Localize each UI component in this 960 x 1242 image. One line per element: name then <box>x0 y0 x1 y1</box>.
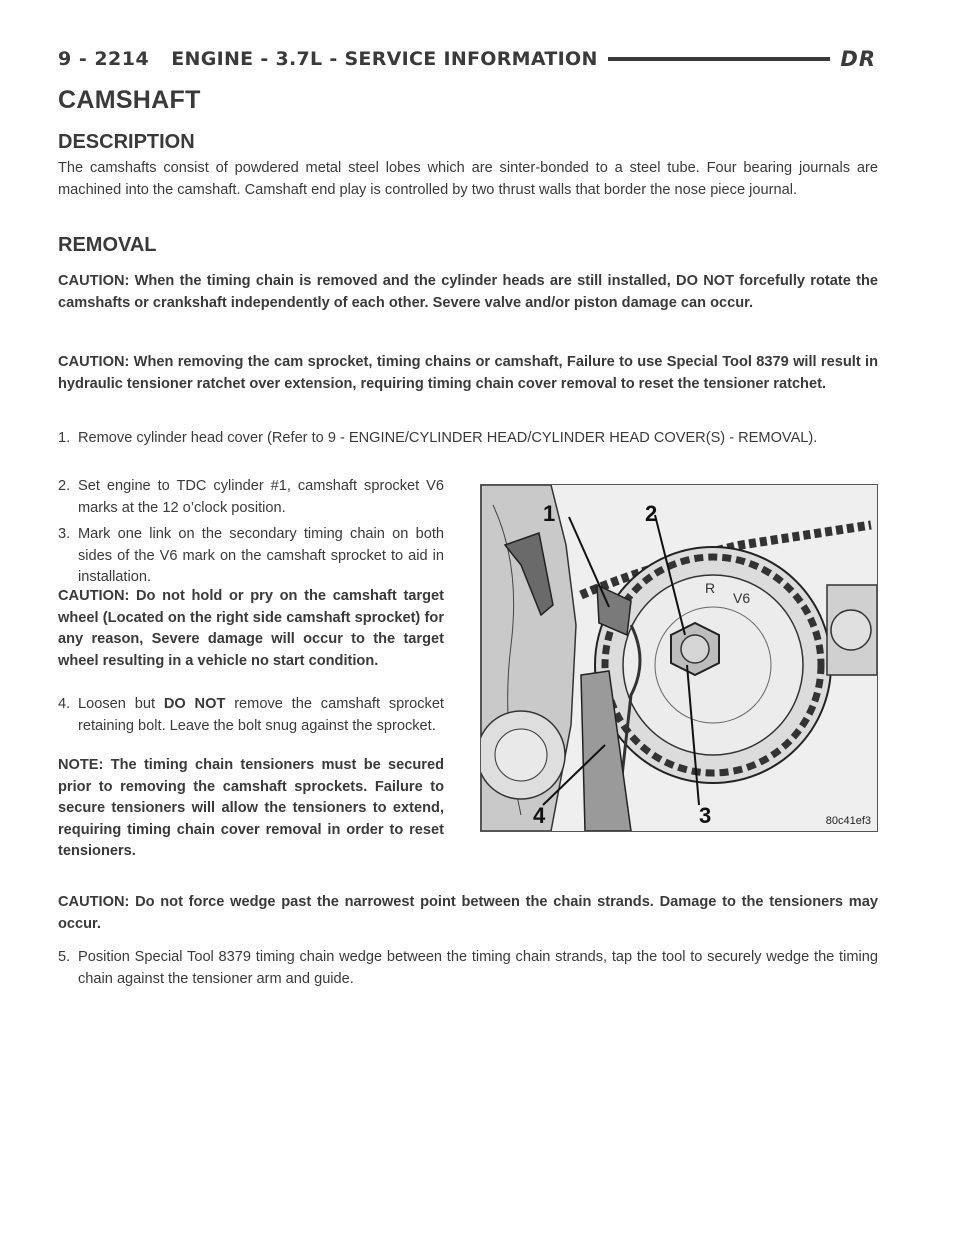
step-item <box>58 947 878 990</box>
caution-paragraph: CAUTION: Do not hold or pry on the camshaft target wheel (Located on the right side camshaft sprocket) for any reason, Severe damage will occur to the target wheel resulting in a vehicle no start condition. <box>58 588 444 669</box>
step-number: 4. <box>58 696 71 712</box>
caution-paragraph: CAUTION: When the timing chain is removed and the cylinder heads are still installed, DO NOT forcefully rotate the camshafts or crankshaft independently of each other. Severe valve and/or piston damage can occur. <box>58 273 878 311</box>
step-text <box>58 694 444 737</box>
callout-1: 1 <box>543 501 556 526</box>
step-item <box>58 524 444 589</box>
step-item <box>58 428 878 450</box>
step-text: Remove cylinder head cover (Refer to 9 - ENGINE/CYLINDER HEAD/CYLINDER HEAD COVER(S) - REMOVAL). <box>78 430 818 446</box>
callout-3: 3 <box>699 803 712 828</box>
caution-paragraph: CAUTION: When removing the cam sprocket, timing chains or camshaft, Failure to use Special Tool 8379 will result in hydraulic tensioner ratchet over extension, requiring timing chain cover removal to reset the tensioner ratchet. <box>58 354 878 392</box>
running-header <box>58 46 876 72</box>
step-text: Mark one link on the secondary timing chain on both sides of the V6 mark on the camshaft sprocket to aid in installation. <box>78 526 444 585</box>
page-heading: CAMSHAFT <box>58 86 201 114</box>
callout-2: 2 <box>645 501 658 526</box>
section-title: ENGINE - 3.7L - SERVICE INFORMATION <box>171 48 598 70</box>
step-text: Set engine to TDC cylinder #1, camshaft sprocket V6 marks at the 12 o’clock position. <box>78 478 444 516</box>
caution-paragraph: CAUTION: Do not force wedge past the narrowest point between the chain strands. Damage to the tensioners may occur. <box>58 894 878 932</box>
note-paragraph: NOTE: The timing chain tensioners must be secured prior to removing the camshaft sprockets. Failure to secure tensioners will allow the tensioners to extend, requiring timing chain cover removal in order to reset tensioners. <box>58 757 444 859</box>
camshaft-sprocket-illustration <box>480 484 878 832</box>
page-number: 9 - 2214 <box>58 48 150 70</box>
step-text: Position Special Tool 8379 timing chain wedge between the timing chain strands, tap the tool to securely wedge the timing chain against the tensioner arm and guide. <box>78 949 878 987</box>
removal-heading: REMOVAL <box>58 234 157 256</box>
step-item <box>58 694 444 737</box>
step-number: 2. <box>58 478 71 494</box>
description-heading: DESCRIPTION <box>58 131 195 153</box>
step-item <box>58 476 444 519</box>
svg-text:R: R <box>705 580 716 596</box>
step-number: 5. <box>58 949 71 965</box>
step-text-part: Loosen but <box>78 696 164 712</box>
model-code: DR <box>840 47 876 71</box>
header-rule <box>608 57 831 61</box>
step-number: 3. <box>58 526 71 542</box>
callout-4: 4 <box>533 803 546 828</box>
description-text: The camshafts consist of powdered metal steel lobes which are sinter-bonded to a steel tube. Four bearing journals are machined into the camshaft. Camshaft end play is controlled by two thrust walls that border the nose piece journal. <box>58 160 878 198</box>
illustration-drawing <box>481 485 877 831</box>
svg-text:V6: V6 <box>733 590 751 606</box>
step-text-part: remove the camshaft sprocket retaining bolt. Leave the bolt snug against the sprocket. <box>78 696 444 734</box>
step-emphasis: DO NOT <box>163 696 226 712</box>
figure-id: 80c41ef3 <box>825 815 871 827</box>
step-number: 1. <box>58 430 71 446</box>
